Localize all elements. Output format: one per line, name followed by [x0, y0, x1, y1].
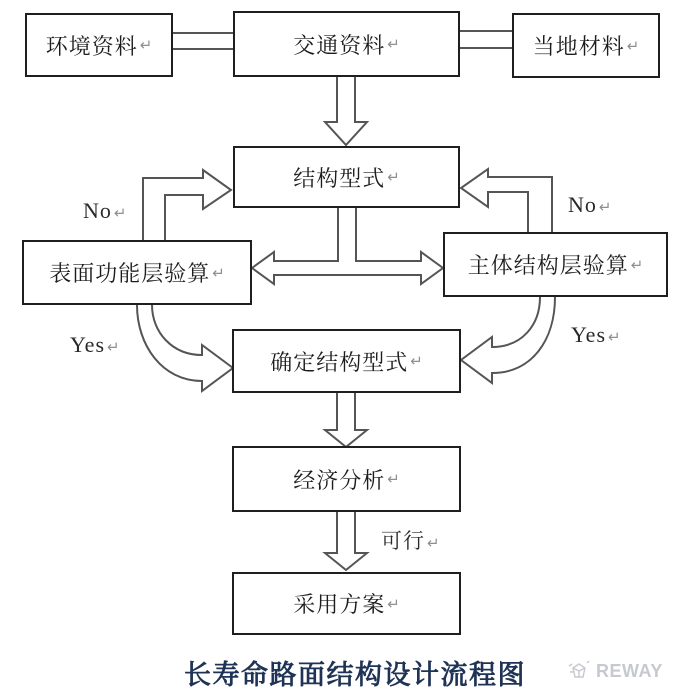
node-confirm-structure-type [232, 329, 461, 393]
node-structure-type [233, 146, 460, 208]
arrow-traffic-to-structure [325, 77, 367, 145]
edge-label-text: No [568, 192, 597, 217]
node-label: 确定结构型式 [270, 349, 409, 375]
edge-label-text: 可行 [381, 530, 425, 553]
edge-label-no-right [568, 192, 611, 218]
node-label: 经济分析 [293, 467, 386, 493]
reway-brand-text: REWAY [596, 660, 663, 681]
paragraph-mark: ↵ [410, 352, 423, 370]
node-label: 当地材料 [532, 34, 625, 59]
edge-label-yes-right [571, 322, 621, 348]
node-main-structure-check [443, 232, 668, 297]
node-label: 主体结构层验算 [467, 253, 629, 278]
node-label: 采用方案 [293, 592, 386, 617]
paragraph-mark: ↵ [212, 263, 225, 282]
node-local-materials [512, 13, 660, 78]
node-traffic-data [233, 11, 460, 77]
reway-gem-icon [566, 658, 592, 684]
junction-mask [339, 250, 355, 263]
connector-traffic-local [460, 31, 512, 48]
edge-label-text: No [83, 198, 112, 223]
paragraph-mark: ↵ [626, 36, 640, 55]
paragraph-mark: ↵ [598, 198, 612, 216]
paragraph-mark: ↵ [608, 328, 621, 346]
node-adopt-scheme [232, 572, 461, 635]
arrow-confirm-to-economic [325, 393, 367, 447]
edge-label-text: Yes [70, 332, 106, 357]
paragraph-mark: ↵ [427, 534, 440, 552]
diagram-title: 长寿命路面结构设计流程图 [184, 660, 526, 690]
paragraph-mark: ↵ [139, 36, 153, 54]
edge-label-no-left [83, 198, 126, 224]
node-label: 交通资料 [293, 32, 386, 58]
node-label: 表面功能层验算 [49, 261, 211, 286]
arrow-economic-to-adopt [325, 512, 367, 570]
edge-label-yes-left [70, 332, 120, 358]
node-economic-analysis [232, 446, 461, 512]
arrow-yes-main-to-confirm [461, 297, 555, 383]
paragraph-mark: ↵ [630, 255, 644, 274]
connector-env-traffic [173, 33, 233, 49]
arrow-yes-surface-to-confirm [137, 305, 233, 391]
node-label: 环境资料 [45, 33, 138, 59]
arrow-no-main-to-structure [461, 169, 552, 232]
edge-label-feasible [381, 525, 440, 555]
node-environment-data [25, 13, 173, 77]
paragraph-mark: ↵ [387, 470, 400, 488]
edge-label-text: Yes [571, 322, 607, 347]
arrow-no-surface-to-structure [143, 170, 231, 240]
node-label: 结构型式 [293, 165, 386, 191]
paragraph-mark: ↵ [387, 594, 400, 613]
paragraph-mark: ↵ [107, 338, 120, 356]
paragraph-mark: ↵ [387, 168, 400, 186]
paragraph-mark: ↵ [113, 204, 127, 222]
paragraph-mark: ↵ [387, 35, 400, 53]
reway-watermark [566, 658, 663, 684]
node-surface-function-check [22, 240, 252, 305]
